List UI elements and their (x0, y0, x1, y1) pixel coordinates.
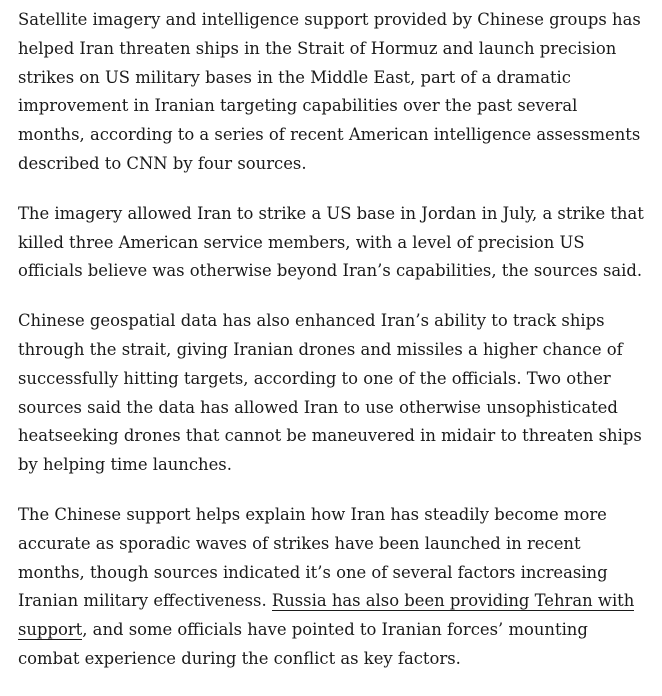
paragraph-4-text-after-link: , and some officials have pointed to Iranian forces’ mounting combat experience during the conflict as key factors. (18, 620, 588, 668)
paragraph-1: Satellite imagery and intelligence support provided by Chinese groups has helped Iran threaten ships in the Strait of Hormuz and launch precision strikes on US military bases in the Middle East, part of a dramatic improvement in Iranian targeting capabilities over the past several months, according to a series of recent American intelligence assessments described to CNN by four sources. (18, 10, 641, 173)
article-body (18, 6, 648, 695)
paragraph-4-text-before-link: The Chinese support helps explain how Iran has steadily become more accurate as sporadic waves of strikes have been launched in recent months, though sources indicated it’s one of several factors increasing Iranian military effectiveness. (18, 504, 608, 611)
paragraph-3: Chinese geospatial data has also enhanced Iran’s ability to track ships through the strait, giving Iranian drones and missiles a higher chance of successfully hitting targets, according to one of the officials. Two other sources said the data has allowed Iran to use otherwise unsophisticated heatseeking drones that cannot be maneuvered in midair to threaten ships by helping time launches. (18, 311, 642, 475)
russia-support-link[interactable]: Russia has also been providing Tehran with support (18, 591, 635, 640)
paragraph-4 (18, 501, 648, 674)
paragraph-2: The imagery allowed Iran to strike a US base in Jordan in July, a strike that killed three American service members, with a level of precision US officials believe was otherwise beyond Iran’s capabilities, the sources said. (18, 203, 644, 281)
